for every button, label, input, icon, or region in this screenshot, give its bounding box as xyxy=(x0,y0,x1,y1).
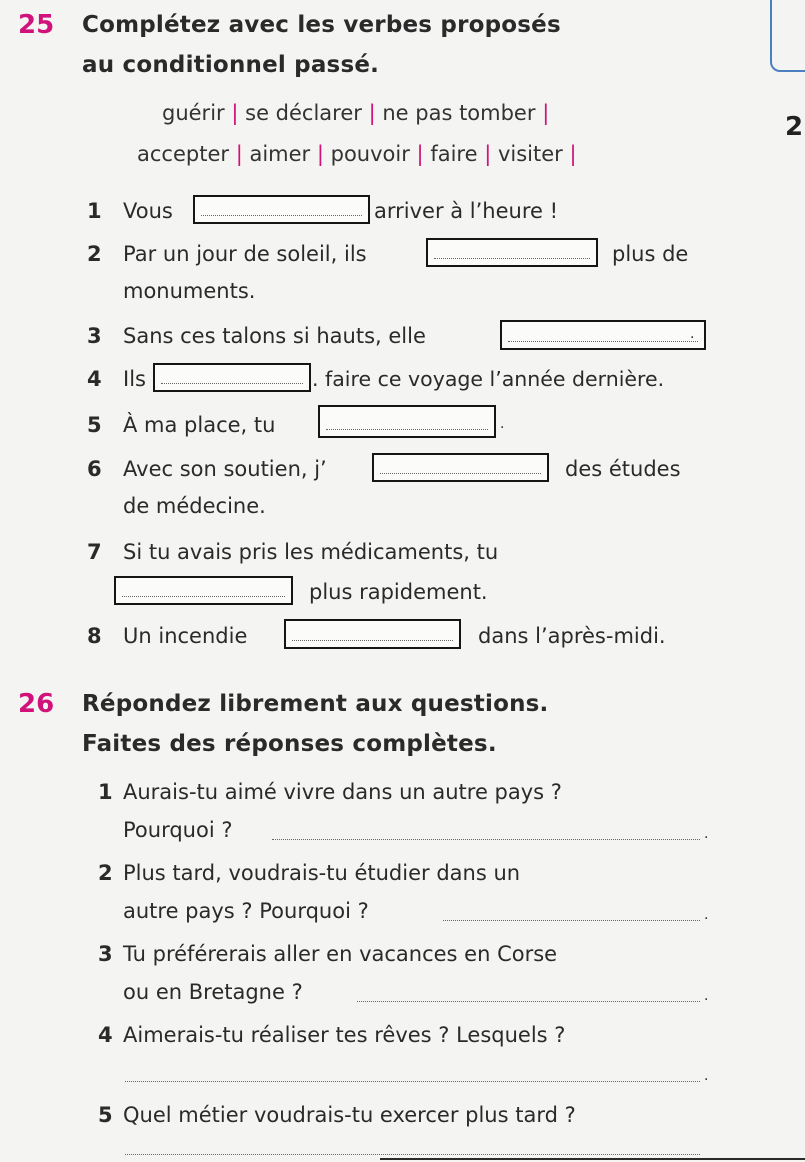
verb-item: visiter xyxy=(497,142,563,166)
item-text-before: Par un jour de soleil, ils xyxy=(123,242,367,266)
item-text-before: À ma place, tu xyxy=(123,413,276,437)
item-number: 6 xyxy=(87,457,102,481)
item-text-before: Si tu avais pris les médicaments, tu xyxy=(123,540,499,564)
question-text: Quel métier voudrais-tu exercer plus tard ? xyxy=(123,1103,576,1127)
exercise-25-number: 25 xyxy=(18,10,55,40)
item-text-after: plus rapidement. xyxy=(309,580,488,604)
answer-line-5[interactable] xyxy=(125,1154,700,1155)
answer-line-2[interactable] xyxy=(443,920,700,921)
item-text-after: . xyxy=(500,416,505,432)
item-text-before: Avec son soutien, j’ xyxy=(123,457,327,481)
question-text: Tu préférerais aller en vacances en Corse xyxy=(123,942,558,966)
item-number: 2 xyxy=(87,242,102,266)
answer-line-1[interactable] xyxy=(272,839,700,840)
verb-item: faire xyxy=(430,142,478,166)
item-number: 3 xyxy=(98,942,113,966)
item-text-after: . xyxy=(690,326,695,342)
question-text: Aurais-tu aimé vivre dans un autre pays ? xyxy=(123,780,562,804)
answer-blank-7[interactable] xyxy=(114,576,293,605)
verb-separator: | xyxy=(416,142,424,166)
exercise-26-number: 26 xyxy=(18,689,55,719)
bottom-edge-rule xyxy=(380,1158,805,1160)
answer-blank-8[interactable] xyxy=(284,619,461,649)
verb-item: guérir xyxy=(162,101,225,125)
item-text-before: Sans ces talons si hauts, elle xyxy=(123,324,426,348)
answer-blank-2[interactable] xyxy=(426,238,598,267)
item-number: 4 xyxy=(98,1023,113,1047)
verb-item: se déclarer xyxy=(245,101,362,125)
item-number: 5 xyxy=(98,1103,113,1127)
item-number: 1 xyxy=(98,780,113,804)
item-text-before: Un incendie xyxy=(123,624,248,648)
item-text-after: . faire ce voyage l’année dernière. xyxy=(312,367,665,391)
item-number: 1 xyxy=(87,199,102,223)
question-text: Plus tard, voudrais-tu étudier dans un xyxy=(123,861,521,885)
line-end-dot: . xyxy=(704,1068,709,1084)
item-number: 4 xyxy=(87,367,102,391)
item-text-after: plus de xyxy=(612,242,689,266)
verb-item: pouvoir xyxy=(330,142,410,166)
answer-blank-4[interactable] xyxy=(153,363,311,392)
verb-list-line2 xyxy=(137,142,577,166)
question-text-line2: autre pays ? Pourquoi ? xyxy=(123,899,369,923)
item-number: 3 xyxy=(87,324,102,348)
answer-blank-3[interactable] xyxy=(500,320,706,350)
item-number: 8 xyxy=(87,624,102,648)
next-column-frame xyxy=(770,0,805,72)
verb-item: accepter xyxy=(137,142,229,166)
answer-line-4[interactable] xyxy=(125,1081,700,1082)
question-text: Aimerais-tu réaliser tes rêves ? Lesquels ? xyxy=(123,1023,566,1047)
item-text-after: dans l’après-midi. xyxy=(478,624,666,648)
item-text-before: Vous xyxy=(123,199,173,223)
answer-line-3[interactable] xyxy=(357,1001,700,1002)
exercise-26-title-line2: Faites des réponses complètes. xyxy=(82,731,497,757)
item-text-continuation: de médecine. xyxy=(123,494,266,518)
line-end-dot: . xyxy=(704,988,709,1004)
item-text-before: Ils xyxy=(123,367,146,391)
answer-blank-5[interactable] xyxy=(318,405,496,438)
question-text-line2: Pourquoi ? xyxy=(123,818,233,842)
item-text-continuation: monuments. xyxy=(123,279,256,303)
verb-separator: | xyxy=(542,101,550,125)
answer-blank-6[interactable] xyxy=(372,453,549,482)
exercise-26-title-line1: Répondez librement aux questions. xyxy=(82,691,549,717)
exercise-25-title-line2: au conditionnel passé. xyxy=(82,52,380,78)
line-end-dot: . xyxy=(704,826,709,842)
item-text-after: arriver à l’heure ! xyxy=(374,199,559,223)
verb-item: aimer xyxy=(249,142,311,166)
verb-list-line1 xyxy=(162,101,549,125)
item-number: 7 xyxy=(87,540,102,564)
verb-item: ne pas tomber xyxy=(382,101,536,125)
exercise-25-title-line1: Complétez avec les verbes proposés xyxy=(82,12,561,38)
verb-separator: | xyxy=(316,142,324,166)
item-number: 5 xyxy=(87,413,102,437)
verb-separator: | xyxy=(235,142,243,166)
item-text-after: des études xyxy=(565,457,681,481)
verb-separator: | xyxy=(231,101,239,125)
answer-blank-1[interactable] xyxy=(193,195,370,224)
question-text-line2: ou en Bretagne ? xyxy=(123,980,303,1004)
item-number: 2 xyxy=(98,861,113,885)
next-column-number: 2 xyxy=(785,112,804,142)
line-end-dot: . xyxy=(704,907,709,923)
verb-separator: | xyxy=(569,142,577,166)
verb-separator: | xyxy=(368,101,376,125)
verb-separator: | xyxy=(484,142,492,166)
